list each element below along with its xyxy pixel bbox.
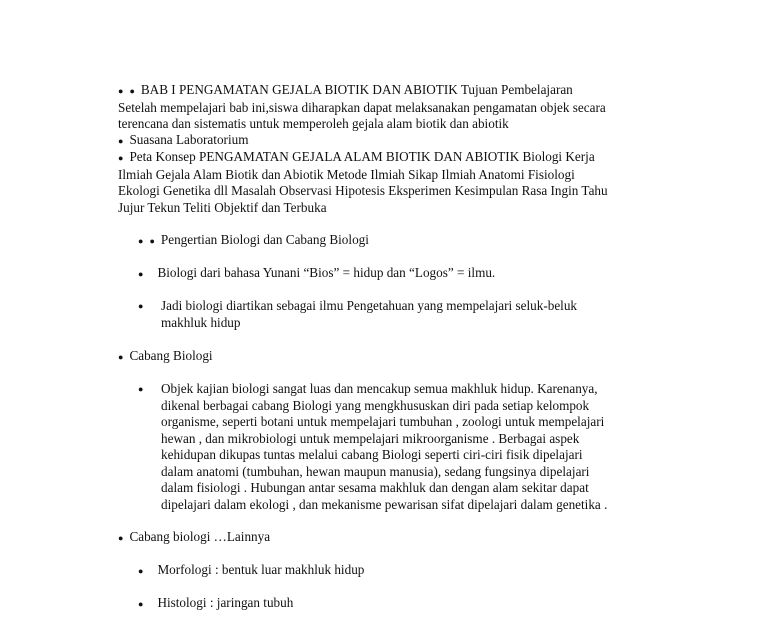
list-item-text: Biologi dari bahasa Yunani “Bios” = hidup dan “Logos” = ilmu. xyxy=(157,265,496,280)
list-item-text: Objek kajian biologi sangat luas dan mencakup semua makhluk hidup. Karenanya, xyxy=(161,381,598,396)
histology-item xyxy=(138,595,678,613)
bullet-icon: ● xyxy=(138,566,144,576)
list-item-text: dalam anatomi (tumbuhan, hewan maupun manusia), sedang fungsinya dipelajari xyxy=(161,463,590,479)
list-item-text: Jadi biologi diartikan sebagai ilmu Pengetahuan yang mempelajari seluk-beluk xyxy=(161,298,578,313)
concept-map-line: Ilmiah Gejala Alam Biotik dan Abiotik Metode Ilmiah Sikap Ilmiah Anatomi Fisiologi xyxy=(118,166,575,182)
bullet-icon: ● xyxy=(138,384,144,394)
chapter-title-line xyxy=(118,82,678,100)
branch-description-item xyxy=(138,381,678,513)
chapter-intro-line: terencana dan sistematis untuk memperoleh gejala alam biotik dan abiotik xyxy=(118,116,509,131)
list-item-text: Suasana Laboratorium xyxy=(129,132,249,147)
bullet-icon: ● xyxy=(118,533,124,543)
list-item-text: Morfologi : bentuk luar makhluk hidup xyxy=(157,562,365,577)
list-item-text: dalam fisiologi . Hubungan antar sesama makhluk dan dengan alam sekitar dapat xyxy=(161,480,589,495)
bullet-icon: ● xyxy=(129,86,135,96)
morphology-item xyxy=(138,562,678,580)
other-branches-heading-item xyxy=(118,529,678,547)
etymology-item xyxy=(138,265,678,283)
list-item-text: dipelajari dalam ekologi , dan mekanisme pewarisan sifat dipelajari dalam genetika . xyxy=(161,496,608,512)
list-item-text: makhluk hidup xyxy=(161,314,241,330)
definition-heading-item xyxy=(138,232,678,250)
list-item-text: hewan , dan mikrobiologi untuk mempelajari mikroorganisme . Berbagai aspek xyxy=(161,430,580,446)
list-item-text: organisme, seperti botani untuk mempelajari tumbuhan , zoologi untuk mempelajari xyxy=(161,414,605,429)
bullet-icon: ● xyxy=(118,86,124,96)
list-item-text: Cabang biologi …Lainnya xyxy=(129,529,271,544)
chapter-intro-paragraph xyxy=(118,82,678,133)
bullet-icon: ● xyxy=(138,301,144,311)
list-item-text: Cabang Biologi xyxy=(129,348,213,363)
bullet-icon: ● xyxy=(118,352,124,362)
concept-map-line: Ekologi Genetika dll Masalah Observasi Hipotesis Eksperimen Kesimpulan Rasa Ingin Tahu xyxy=(118,183,608,198)
chapter-intro-line: Setelah mempelajari bab ini,siswa diharapkan dapat melaksanakan pengamatan objek secara xyxy=(118,99,606,115)
chapter-title-text: BAB I PENGAMATAN GEJALA BIOTIK DAN ABIOTIK Tujuan Pembelajaran xyxy=(140,82,573,97)
list-item-text: kehidupan dikupas tuntas melalui cabang Biologi seperti ciri-ciri fisik dipelajari xyxy=(161,447,583,462)
definition-item xyxy=(138,298,678,331)
concept-map-line: Jujur Tekun Teliti Objektif dan Terbuka xyxy=(118,199,327,215)
bullet-icon: ● xyxy=(138,236,144,246)
bullet-icon: ● xyxy=(138,599,144,609)
list-item-text: dikenal berbagai cabang Biologi yang mengkhususkan diri pada setiap kelompok xyxy=(161,397,590,413)
bullet-icon: ● xyxy=(118,136,124,146)
bullet-icon: ● xyxy=(138,269,144,279)
lab-atmosphere-item xyxy=(118,132,678,150)
concept-map-paragraph xyxy=(118,149,678,216)
branch-heading-item xyxy=(118,348,678,366)
concept-map-text: Peta Konsep PENGAMATAN GEJALA ALAM BIOTIK DAN ABIOTIK Biologi Kerja xyxy=(129,149,595,164)
list-item-text: Histologi : jaringan tubuh xyxy=(157,595,294,610)
bullet-icon: ● xyxy=(118,153,124,163)
list-item-text: Pengertian Biologi dan Cabang Biologi xyxy=(160,232,369,247)
bullet-icon: ● xyxy=(149,236,155,246)
